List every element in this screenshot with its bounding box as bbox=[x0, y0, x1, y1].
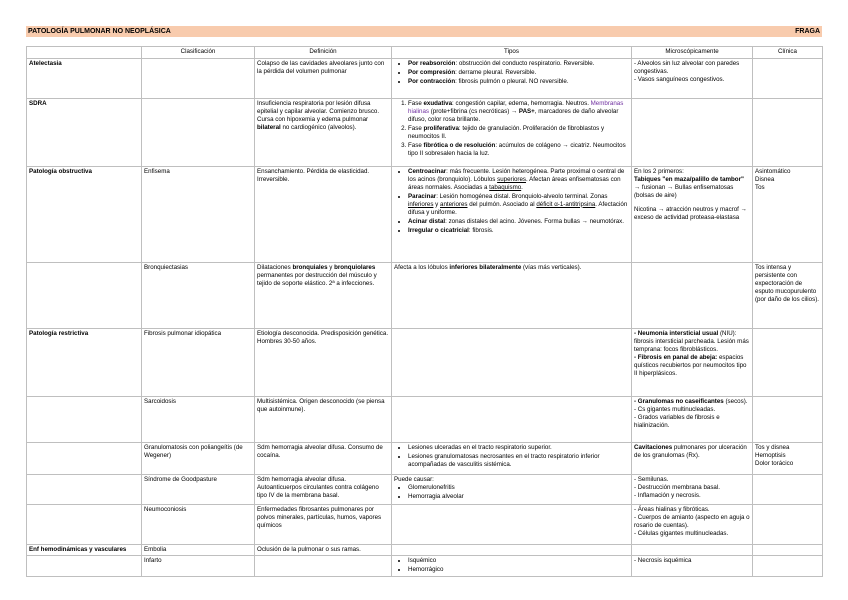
list-item: • Irregular o cicatricial: fibrosis. bbox=[408, 227, 629, 235]
table-row bbox=[27, 555, 823, 576]
page-title: PATOLOGÍA PULMONAR NO NEOPLÁSICA bbox=[28, 28, 171, 35]
clinic-cell: Tos intensa y persistente con expectoración de esputo mucopurulento (por daño de los cilios). bbox=[753, 262, 823, 328]
list-item: • Hemorrágico bbox=[408, 566, 629, 574]
list-item: • Paracinar: Lesión homogénea distal. Bronquiolo-alveolo terminal. Zonas inferiores y anteriores del pulmón. Asociado al déficit α-1-antitripsina. Afectación difusa y uniforme. bbox=[408, 193, 629, 217]
table-row bbox=[27, 166, 823, 262]
types-cell bbox=[392, 555, 632, 576]
definition-cell: Multisistémica. Origen desconocido (se piensa que autoinmune). bbox=[255, 396, 392, 442]
microscopy-cell: - Granulomas no caseificantes (secos). - Cs gigantes multinucleadas. - Grados variables de fibrosis e hialinización. bbox=[632, 396, 753, 442]
pathology-table bbox=[26, 46, 823, 577]
subtype-cell: Fibrosis pulmonar idiopática bbox=[142, 328, 255, 396]
subtype-cell: Sarcoidosis bbox=[142, 396, 255, 442]
definition-cell: Etiología desconocida. Predisposición genética. Hombres 30-50 años. bbox=[255, 328, 392, 396]
microscopy-cell: En los 2 primeros: Tabiques "en maza/palillo de tambor" → fusionan → Bullas enfisematosas (bolsas de aire) Nicotina → atracción neutros y macrof → exceso de actividad proteasa-elastasa bbox=[632, 166, 753, 262]
list-item: 2. Fase proliferativa: tejido de granulación. Proliferación de fibroblastos y neumocitos II. bbox=[408, 125, 629, 141]
table-row bbox=[27, 474, 823, 504]
table-row bbox=[27, 396, 823, 442]
microscopy-cell: - Áreas hialinas y fibróticas. - Cuerpos de amianto (aspecto en aguja o rosario de cuentas). - Células gigantes multinucleadas. bbox=[632, 504, 753, 544]
table-row bbox=[27, 544, 823, 555]
col-clinica: Clínica bbox=[753, 47, 823, 59]
clinic-cell: Asintomático Disnea Tos bbox=[753, 166, 823, 262]
microscopy-cell: - Necrosis isquémica bbox=[632, 555, 753, 576]
microscopy-cell: - Alveolos sin luz alveolar con paredes congestivas. - Vasos sanguíneos congestivos. bbox=[632, 58, 753, 98]
page-author: FRAGA bbox=[795, 28, 820, 35]
definition-cell: Oclusión de la pulmonar o sus ramas. bbox=[255, 544, 392, 555]
subtype-cell: Infarto bbox=[142, 555, 255, 576]
col-clasificacion: Clasificación bbox=[142, 47, 255, 59]
table-row bbox=[27, 98, 823, 166]
subtype-cell: Enfisema bbox=[142, 166, 255, 262]
definition-cell: Sdm hemorragia alveolar difusa. Autoanticuerpos circulantes contra colágeno tipo IV de la membrana basal. bbox=[255, 474, 392, 504]
table-row bbox=[27, 328, 823, 396]
types-cell bbox=[392, 166, 632, 262]
definition-cell: Sdm hemorragia alveolar difusa. Consumo de cocaína. bbox=[255, 442, 392, 474]
definition-cell: Insuficiencia respiratoria por lesión difusa epitelial y capilar alveolar. Comienzo brusco. Cursa con hipoxemia y edema pulmonar bilateral no cardiogénico (alveolos). bbox=[255, 98, 392, 166]
table-row bbox=[27, 58, 823, 98]
row-category: Enf hemodinámicas y vasculares bbox=[27, 544, 142, 555]
col-microscopicamente: Microscópicamente bbox=[632, 47, 753, 59]
list-item: • Acinar distal: zonas distales del acino. Jóvenes. Forma bullas → neumotórax. bbox=[408, 218, 629, 226]
table-row bbox=[27, 262, 823, 328]
table-header-row bbox=[27, 47, 823, 59]
list-item: 1. Fase exudativa: congestión capilar, edema, hemorragia. Neutros. Membranas hialinas (prote+fibrina (cs necróticas) → PAS+, marcadores de daño alveolar difuso, color rosa brillante. bbox=[408, 100, 629, 124]
list-item: • Isquémico bbox=[408, 557, 629, 565]
subtype-cell: Bronquiectasias bbox=[142, 262, 255, 328]
col-tipos: Tipos bbox=[392, 47, 632, 59]
table-row bbox=[27, 442, 823, 474]
definition-cell: Dilataciones bronquiales y bronquiolares permanentes por destrucción del músculo y tejido de soporte elástico. 2ª a infecciones. bbox=[255, 262, 392, 328]
list-item: • Por contracción: fibrosis pulmón o pleural. NO reversible. bbox=[408, 78, 629, 86]
table-row bbox=[27, 504, 823, 544]
list-item: • Por reabsorción: obstrucción del conducto respiratorio. Reversible. bbox=[408, 60, 629, 68]
row-category: Atelectasia bbox=[27, 58, 142, 98]
microscopy-cell: Cavitaciones pulmonares por ulceración de los granulomas (Rx). bbox=[632, 442, 753, 474]
page-header bbox=[26, 26, 822, 37]
subtype-cell: Granulomatosis con poliangeítis (de Wegener) bbox=[142, 442, 255, 474]
row-category: Patología restrictiva bbox=[27, 328, 142, 396]
clinic-cell: Tos y disnea Hemoptisis Dolor torácico bbox=[753, 442, 823, 474]
definition-cell: Colapso de las cavidades alveolares junto con la pérdida del volumen pulmonar bbox=[255, 58, 392, 98]
microscopy-cell: - Semilunas. - Destrucción membrana basal. - Inflamación y necrosis. bbox=[632, 474, 753, 504]
types-cell: Afecta a los lóbulos inferiores bilateralmente (vías más verticales). bbox=[392, 262, 632, 328]
definition-cell: Enfermedades fibrosantes pulmonares por polvos minerales, partículas, humos, vapores químicos bbox=[255, 504, 392, 544]
definition-cell: Ensanchamiento. Pérdida de elasticidad. Irreversible. bbox=[255, 166, 392, 262]
row-category: Patología obstructiva bbox=[27, 166, 142, 262]
list-item: • Lesiones granulomatosas necrosantes en el tracto respiratorio inferior acompañadas de vasculitis sistémica. bbox=[408, 453, 629, 469]
list-item: • Por compresión: derrame pleural. Reversible. bbox=[408, 69, 629, 77]
row-category: SDRA bbox=[27, 98, 142, 166]
types-cell bbox=[392, 58, 632, 98]
types-cell: Puede causar: • Glomerulonefritis • Hemorragia alveolar bbox=[392, 474, 632, 504]
list-item: • Glomerulonefritis bbox=[408, 484, 629, 492]
subtype-cell: Neumoconiosis bbox=[142, 504, 255, 544]
types-cell bbox=[392, 98, 632, 166]
list-item: 3. Fase fibrótica o de resolución: acúmulos de colágeno → cicatriz. Neumocitos tipo II sobresalen hacia la luz. bbox=[408, 142, 629, 158]
microscopy-cell: - Neumonía intersticial usual (NIU): fibrosis intersticial parcheada. Lesión más temprana: focos fibroblásticos. - Fibrosis en panal de abeja: espacios quísticos recubiertos por neumocitos tipo II hiperplásicos. bbox=[632, 328, 753, 396]
list-item: • Lesiones ulceradas en el tracto respiratorio superior. bbox=[408, 444, 629, 452]
subtype-cell: Embolia bbox=[142, 544, 255, 555]
col-definicion: Definición bbox=[255, 47, 392, 59]
types-cell bbox=[392, 442, 632, 474]
list-item: • Centroacinar: más frecuente. Lesión heterogénea. Parte proximal o central de los acinos (bronquiolo). Lóbulos superiores. Afectan áreas enfisematosas con áreas normales. Asociadas a tabaquismo. bbox=[408, 168, 629, 192]
list-item: • Hemorragia alveolar bbox=[408, 493, 629, 501]
subtype-cell: Síndrome de Goodpasture bbox=[142, 474, 255, 504]
